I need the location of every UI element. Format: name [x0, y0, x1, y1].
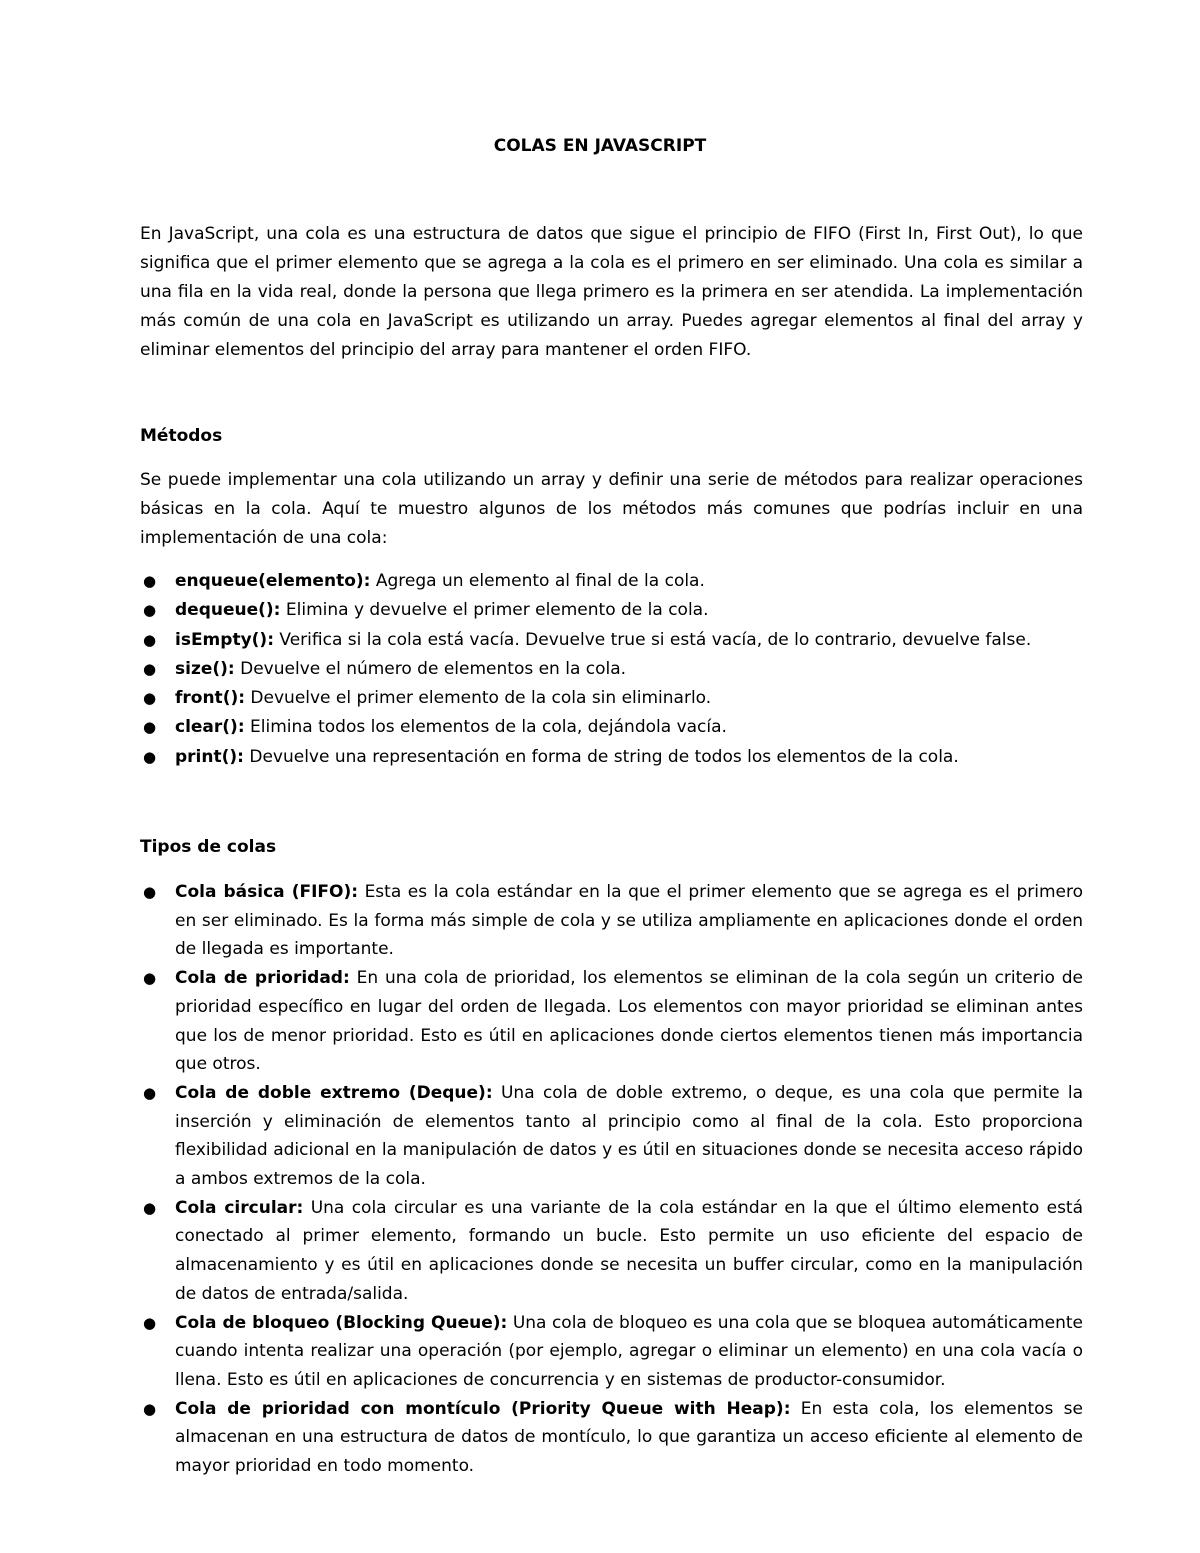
method-name: front():	[175, 688, 246, 709]
type-description: Una cola de bloqueo es una cola que se bloquea automáticamente cuando intenta realizar una operación (por ejemplo, agregar o eliminar un elemento) en una cola vacía o llena. Esto es útil en aplicaciones de concurrencia y en sistemas de productor-consumidor.	[175, 1312, 1083, 1390]
bullet-icon: ●	[143, 718, 157, 737]
method-name: dequeue():	[175, 600, 281, 621]
list-item	[140, 1395, 1083, 1481]
bullet-icon: ●	[143, 601, 157, 620]
types-heading: Tipos de colas	[140, 837, 277, 857]
types-list	[140, 878, 1083, 1481]
bullet-icon: ●	[143, 1083, 157, 1102]
method-description: Devuelve una representación en forma de string de todos los elementos de la cola.	[243, 746, 959, 767]
type-description: En una cola de prioridad, los elementos se eliminan de la cola según un criterio de prioridad específico en lugar del orden de llegada. Los elementos con mayor prioridad se eliminan antes que los de menor prioridad. Esto es útil en aplicaciones donde ciertos elementos tienen más importancia que otros.	[175, 968, 1083, 1075]
method-name: clear():	[175, 717, 245, 738]
method-description: Elimina todos los elementos de la cola, dejándola vacía.	[244, 717, 727, 738]
bullet-icon: ●	[143, 630, 157, 649]
list-item	[140, 567, 1083, 596]
bullet-icon: ●	[143, 659, 157, 678]
type-name: Cola de doble extremo (Deque):	[175, 1082, 493, 1103]
methods-intro: Se puede implementar una cola utilizando un array y definir una serie de métodos para realizar operaciones básicas en la cola. Aquí te muestro algunos de los métodos más comunes que podrías incluir en una implementación de una cola:	[140, 470, 1083, 548]
type-name: Cola de prioridad:	[175, 968, 350, 989]
methods-heading: Métodos	[140, 426, 223, 446]
list-item	[140, 596, 1083, 625]
method-description: Elimina y devuelve el primer elemento de la cola.	[280, 600, 709, 621]
method-description: Devuelve el primer elemento de la cola sin eliminarlo.	[245, 688, 712, 709]
method-name: print():	[175, 746, 244, 767]
bullet-icon: ●	[143, 747, 157, 766]
list-item	[140, 655, 1083, 684]
list-item	[140, 684, 1083, 713]
type-description: En esta cola, los elementos se almacenan en una estructura de datos de montículo, lo que garantiza un acceso eficiente al elemento de mayor prioridad en todo momento.	[175, 1398, 1083, 1477]
bullet-icon: ●	[143, 883, 157, 901]
type-description: Una cola circular es una variante de la cola estándar en la que el último elemento está conectado al primer elemento, formando un bucle. Esto permite un uso eficiente del espacio de almacenamiento y es útil en aplicaciones donde se necesita un buffer circular, como en la manipulación de datos de entrada/salida.	[175, 1197, 1084, 1304]
list-item	[140, 743, 1083, 772]
type-name: Cola de bloqueo (Blocking Queue):	[175, 1312, 508, 1333]
bullet-icon: ●	[143, 1313, 157, 1332]
method-description: Agrega un elemento al final de la cola.	[370, 571, 705, 591]
method-name: size():	[175, 658, 235, 679]
method-description: Devuelve el número de elementos en la cola.	[234, 658, 627, 679]
list-item	[140, 878, 1083, 964]
method-name: enqueue(elemento):	[175, 571, 371, 591]
type-description: Esta es la cola estándar en la que el primer elemento que se agrega es el primero en ser eliminado. Es la forma más simple de cola y se utiliza ampliamente en aplicaciones donde el orden de llegada es importante.	[175, 882, 1083, 960]
method-description: Verifica si la cola está vacía. Devuelve true si está vacía, de lo contrario, devuelve false.	[274, 629, 1032, 650]
types-list-container	[140, 878, 1083, 1481]
list-item	[140, 1079, 1083, 1194]
type-description: Una cola de doble extremo, o deque, es una cola que permite la inserción y eliminación de elementos tanto al principio como al final de la cola. Esto proporciona flexibilidad adicional en la manipulación de datos y es útil en situaciones donde se necesita acceso rápido a ambos extremos de la cola.	[175, 1082, 1083, 1190]
bullet-icon: ●	[143, 1198, 157, 1217]
intro-paragraph: En JavaScript, una cola es una estructura de datos que sigue el principio de FIFO (First In, First Out), lo que significa que el primer elemento que se agrega a la cola es el primero en ser eliminado. Una cola es similar a una fila en la vida real, donde la persona que llega primero es la primera en ser atendida. La implementación más común de una cola en JavaScript es utilizando un array. Puedes agregar elementos al final del array y eliminar elementos del principio del array para mantener el orden FIFO.	[140, 224, 1083, 360]
list-item	[140, 713, 1083, 742]
list-item	[140, 626, 1083, 655]
bullet-icon: ●	[143, 689, 157, 708]
type-name: Cola de prioridad con montículo (Priority Queue with Heap):	[175, 1398, 791, 1419]
method-name: isEmpty():	[175, 629, 274, 650]
methods-list	[140, 567, 1083, 772]
bullet-icon: ●	[143, 969, 157, 988]
type-name: Cola básica (FIFO):	[175, 882, 359, 902]
type-name: Cola circular:	[175, 1197, 304, 1218]
list-item	[140, 1194, 1083, 1309]
bullet-icon: ●	[143, 1399, 157, 1418]
methods-list-container	[140, 567, 1083, 772]
list-item	[140, 1309, 1083, 1395]
bullet-icon: ●	[143, 572, 157, 590]
list-item	[140, 964, 1083, 1079]
document-title: COLAS EN JAVASCRIPT	[493, 136, 707, 156]
